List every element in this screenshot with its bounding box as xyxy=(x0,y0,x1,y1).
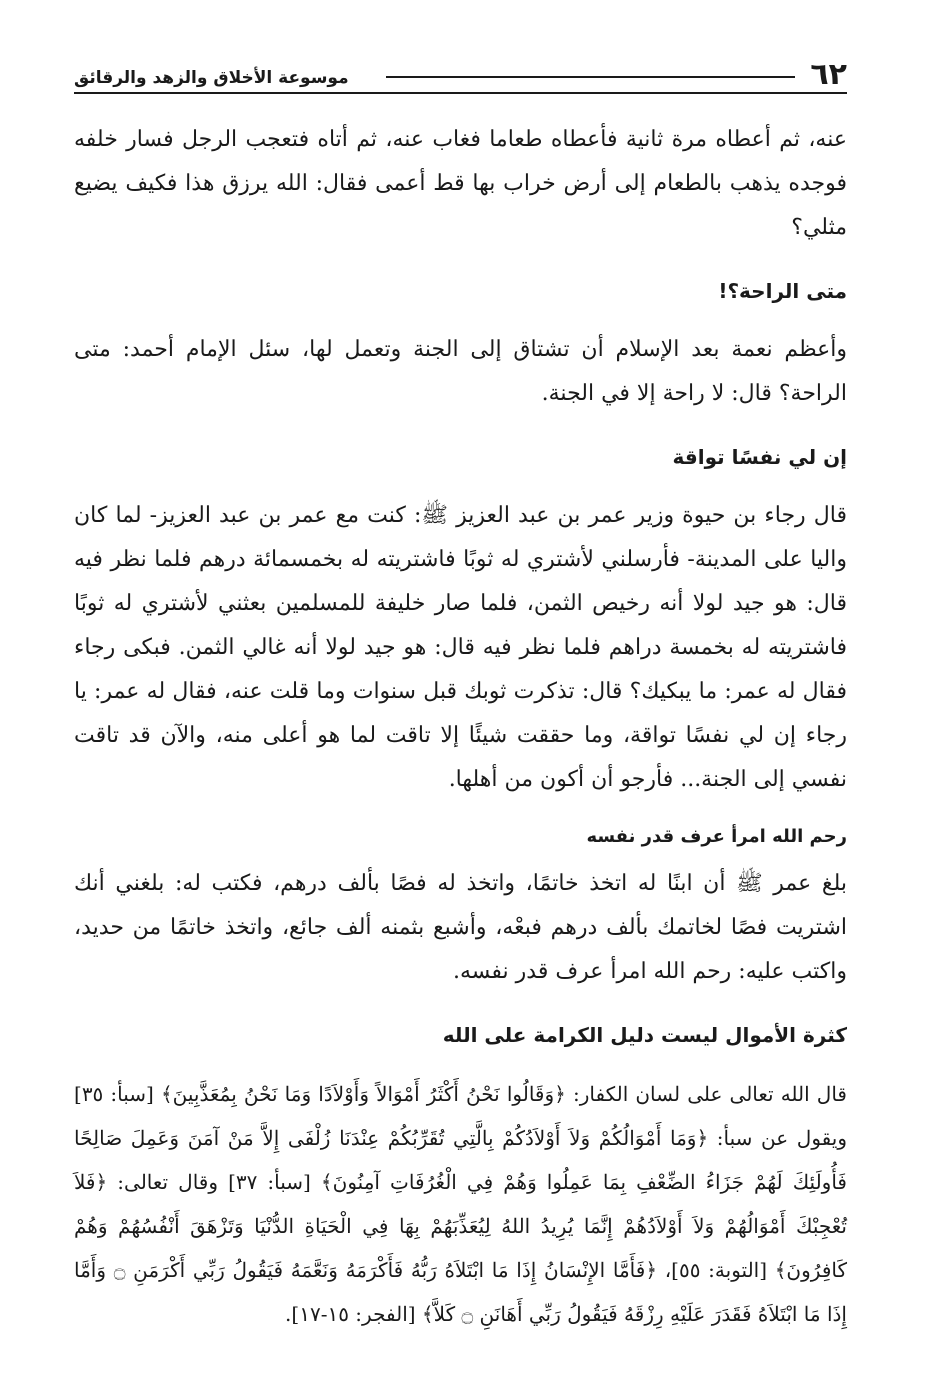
page-number: ٦٢ xyxy=(810,57,847,92)
running-title: موسوعة الأخلاق والزهد والرقائق xyxy=(74,68,349,88)
section-heading: كثرة الأموال ليست دليل الكرامة على الله xyxy=(442,1023,847,1047)
header-divider xyxy=(386,76,795,78)
section-heading: متى الراحة؟! xyxy=(718,279,847,303)
paragraph: قال رجاء بن حيوة وزير عمر بن عبد العزيز ﷺ: كنت مع عمر بن عبد العزيز- لما كان واليا على المدينة- فأرسلني لأشتري له ثوبًا فاشتريته له بخمسمائة درهم فلما نظر فيه قال: هو جيد لولا أنه رخيص الثمن، فلما صار خليفة للمسلمين بعثني لأشتري له ثوبًا فاشتريته له بخمسة دراهم فلما نظر فيه قال: هو جيد لولا أنه غالي الثمن. فبكى رجاء فقال له عمر: ما يبكيك؟ قال: تذكرت ثوبك قبل سنوات وما قلت عنه، فقال له عمر: يا رجاء إن لي نفسًا تواقة، وما حققت شيئًا إلا تاقت لما هو أعلى منه، والآن قد تاقت نفسي إلى الجنة... فأرجو أن أكون من أهلها. xyxy=(74,503,847,792)
paragraph: وأعظم نعمة بعد الإسلام أن تشتاق إلى الجنة وتعمل لها، سئل الإمام أحمد: متى الراحة؟ قال: لا راحة إلا في الجنة. xyxy=(74,337,847,406)
page-body xyxy=(74,118,847,1336)
paragraph: عنه، ثم أعطاه مرة ثانية فأعطاه طعاما فغاب عنه، ثم أتاه فتعجب الرجل فسار خلفه فوجده يذهب بالطعام إلى أرض خراب بها قط أعمى فقال: الله يرزق هذا فكيف يضيع مثلي؟ xyxy=(74,127,847,240)
section-heading: إن لي نفسًا تواقة xyxy=(672,445,847,469)
section-heading: رحم الله امرأ عرف قدر نفسه xyxy=(586,826,847,847)
page-header xyxy=(74,58,847,92)
paragraph: بلغ عمر ﷺ أن ابنًا له اتخذ خاتمًا، واتخذ له فصًا بألف درهم، فكتب له: بلغني أنك اشتريت فصًا لخاتمك بألف درهم فبعْه، وأشبع بثمنه ألف جائع، واتخذ خاتمًا من حديد، واكتب عليه: رحم الله امرأ عرف قدر نفسه. xyxy=(74,871,847,984)
paragraph-quran-quotes: قال الله تعالى على لسان الكفار: ﴿وَقَالُوا نَحْنُ أَكْثَرُ أَمْوَالاً وَأَوْلاَدًا وَمَا نَحْنُ بِمُعَذَّبِينَ﴾ [سبأ: ٣٥] ويقول عن سبأ: ﴿وَمَا أَمْوَالُكُمْ وَلاَ أَوْلاَدُكُمْ بِالَّتِي تُقَرِّبُكُمْ عِنْدَنَا زُلْفَى إِلاَّ مَنْ آمَنَ وَعَمِلَ صَالِحًا فَأُولَئِكَ لَهُمْ جَزَاءُ الضِّعْفِ بِمَا عَمِلُوا وَهُمْ فِي الْغُرُفَاتِ آمِنُونَ﴾ [سبأ: ٣٧] وقال تعالى: ﴿فَلاَ تُعْجِبْكَ أَمْوَالُهُمْ وَلاَ أَوْلاَدُهُمْ إِنَّمَا يُرِيدُ اللهُ لِيُعَذِّبَهُمْ بِهَا فِي الْحَيَاةِ الدُّنْيَا وَتَزْهَقَ أَنْفُسُهُمْ وَهُمْ كَافِرُونَ﴾ [التوبة: ٥٥]، ﴿فَأَمَّا الإِنْسَانُ إِذَا مَا ابْتَلاَهُ رَبُّهُ فَأَكْرَمَهُ وَنَعَّمَهُ فَيَقُولُ رَبِّي أَكْرَمَنِ ۝ وَأَمَّا إِذَا مَا ابْتَلاَهُ فَقَدَرَ عَلَيْهِ رِزْقَهُ فَيَقُولُ رَبِّي أَهَانَنِ ۝ كَلاَّ﴾ [الفجر: ١٥-١٧]. xyxy=(74,1082,847,1326)
header-rule xyxy=(74,92,847,94)
